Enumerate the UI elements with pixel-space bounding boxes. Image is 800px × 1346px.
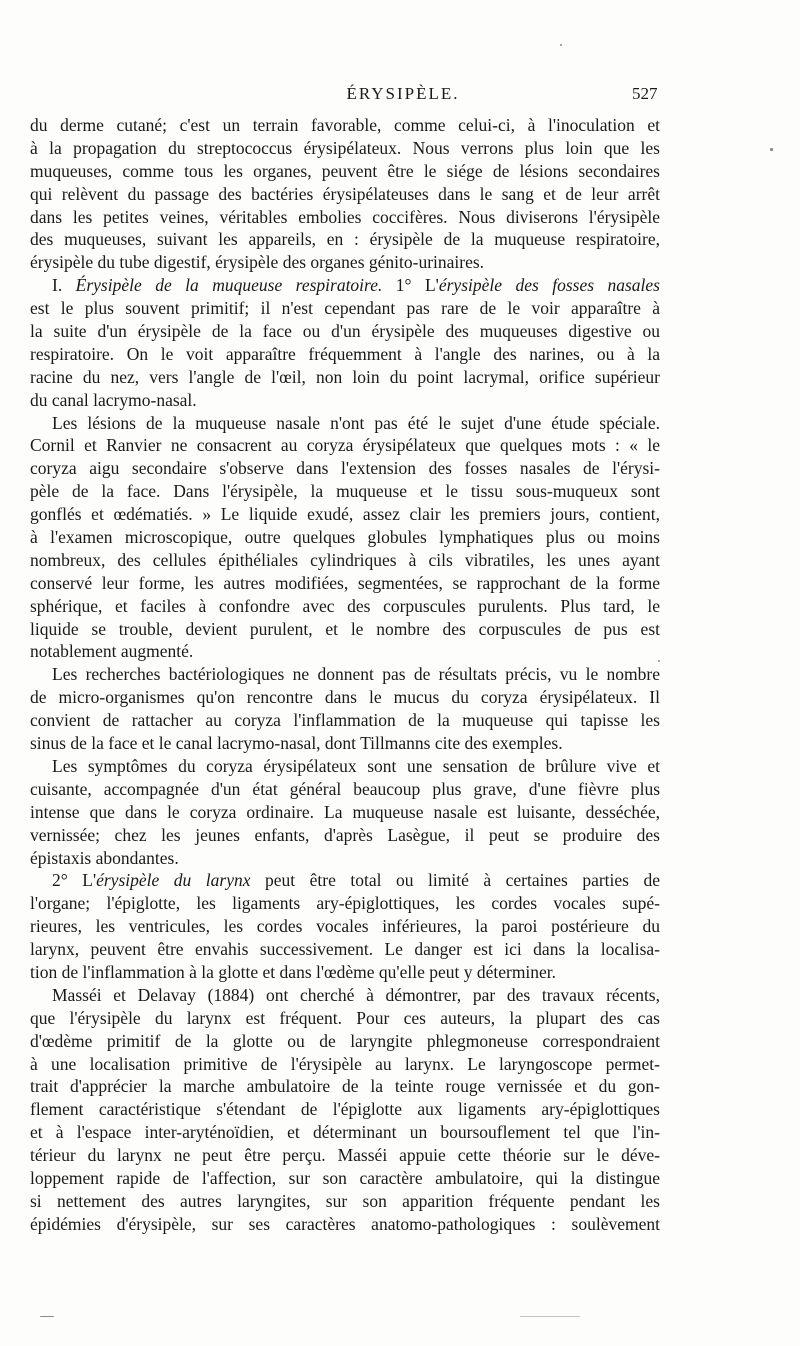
- page-number: 527: [632, 84, 658, 103]
- text-fragment: 1° L': [382, 275, 439, 296]
- text-fragment: Les recherches bactériologiques ne donnent pas de résultats précis, vu le nombre: [52, 664, 660, 685]
- text-fragment: coryza aigu secondaire s'observe dans l'extension des fosses nasales de l'érysi-: [30, 458, 660, 479]
- text-line: [30, 320, 660, 343]
- text-line: [30, 160, 660, 183]
- text-line: [30, 663, 660, 686]
- text-line: [30, 251, 660, 274]
- text-line: [30, 480, 660, 503]
- text-fragment: loppement rapide de l'affection, sur son caractère ambulatoire, qui la distingue: [30, 1167, 660, 1188]
- text-line: [30, 709, 660, 732]
- text-line: [30, 778, 660, 801]
- text-line: [30, 572, 660, 595]
- text-line: [30, 938, 660, 961]
- text-fragment: est le plus souvent primitif; il n'est cependant pas rare de le voir apparaître à: [30, 298, 660, 319]
- scan-speck: [770, 148, 773, 151]
- text-fragment: sphérique, et faciles à confondre avec des corpuscules purulents. Plus tard, le: [30, 595, 660, 616]
- text-line: [30, 961, 660, 984]
- text-fragment: qui relèvent du passage des bactéries érysipélateuses dans le sang et de leur arrêt: [30, 183, 660, 204]
- text-line: [30, 228, 660, 251]
- text-line: [30, 869, 660, 892]
- italic-text: érysipèle du larynx: [96, 870, 251, 891]
- text-line: [30, 640, 660, 663]
- text-fragment: dans les petites veines, véritables embolies coccifères. Nous diviserons l'érysipèle: [30, 206, 660, 227]
- italic-text: érysipèle des fosses nasales: [438, 275, 660, 296]
- text-fragment: épistaxis abondantes.: [30, 847, 179, 868]
- text-line: [30, 1190, 660, 1213]
- text-fragment: tion de l'inflammation à la glotte et dans l'œdème qu'elle peut y déterminer.: [30, 961, 557, 982]
- text-fragment: à une localisation primitive de l'érysipèle au larynx. Le laryngoscope permet-: [30, 1053, 660, 1074]
- text-line: [30, 389, 660, 412]
- text-line: [30, 1213, 660, 1236]
- scan-speck: [520, 1316, 580, 1317]
- text-line: [30, 206, 660, 229]
- text-fragment: la suite d'un érysipèle de la face ou d'un érysipèle des muqueuses digestive ou: [30, 321, 660, 342]
- text-fragment: trait d'apprécier la marche ambulatoire de la teinte rouge vernissée et du gon-: [30, 1076, 660, 1097]
- text-fragment: peut être total ou limité à certaines parties de: [250, 870, 661, 891]
- text-fragment: l'organe; l'épiglotte, les ligaments ary-épiglottiques, les cordes vocales supé-: [30, 893, 660, 914]
- text-fragment: Masséi et Delavay (1884) ont cherché à démontrer, par des travaux récents,: [52, 984, 660, 1005]
- text-line: [30, 824, 660, 847]
- text-line: [30, 755, 660, 778]
- text-fragment: respiratoire. On le voit apparaître fréquemment à l'angle des narines, ou à la: [30, 343, 660, 364]
- text-line: [30, 1007, 660, 1030]
- text-fragment: notablement augmenté.: [30, 641, 194, 662]
- text-fragment: gonflés et œdématiés. » Le liquide exudé, assez clair les premiers jours, contient,: [30, 504, 660, 525]
- text-line: [30, 847, 660, 870]
- text-fragment: rieures, les ventricules, les cordes vocales inférieures, la paroi postérieure du: [30, 916, 660, 937]
- text-fragment: conservé leur forme, les autres modifiées, segmentées, se rapprochant de la forme: [30, 572, 660, 593]
- text-line: [30, 618, 660, 641]
- text-fragment: muqueuses, comme tous les organes, peuvent être le siége de lésions secondaires: [30, 160, 660, 181]
- text-fragment: liquide se trouble, devient purulent, et le nombre des corpuscules de pus est: [30, 618, 660, 639]
- text-fragment: cuisante, accompagnée d'un état général beaucoup plus grave, d'une fièvre plus: [30, 778, 660, 799]
- text-fragment: si nettement des autres laryngites, sur son apparition fréquente pendant les: [30, 1190, 660, 1211]
- text-line: [30, 297, 660, 320]
- text-fragment: à la propagation du streptococcus érysipélateux. Nous verrons plus loin que les: [30, 137, 660, 158]
- scan-speck: [560, 44, 562, 46]
- body-text: [30, 114, 660, 1236]
- text-line: [30, 457, 660, 480]
- text-line: [30, 114, 660, 137]
- text-fragment: flement caractéristique s'étendant de l'épiglotte aux ligaments ary-épiglottiques: [30, 1099, 660, 1120]
- text-fragment: et à l'espace inter-aryténoïdien, et déterminant un boursouflement tel que l'in-: [30, 1122, 660, 1143]
- text-fragment: érysipèle du tube digestif, érysipèle des organes génito-urinaires.: [30, 252, 485, 273]
- text-line: [30, 1098, 660, 1121]
- text-line: [30, 526, 660, 549]
- scan-speck: [40, 1316, 54, 1317]
- text-fragment: intense que dans le coryza ordinaire. La muqueuse nasale est luisante, desséchée,: [30, 801, 660, 822]
- page-header: [0, 84, 800, 108]
- text-fragment: I.: [52, 275, 76, 296]
- text-fragment: 2° L': [52, 870, 97, 891]
- text-fragment: convient de rattacher au coryza l'inflammation de la muqueuse qui tapisse les: [30, 710, 660, 731]
- text-line: [30, 892, 660, 915]
- text-fragment: du derme cutané; c'est un terrain favorable, comme celui-ci, à l'inoculation et: [30, 115, 660, 135]
- text-line: [30, 732, 660, 755]
- text-fragment: pèle de la face. Dans l'érysipèle, la muqueuse et le tissu sous-muqueux sont: [30, 481, 660, 502]
- text-line: [30, 1030, 660, 1053]
- scan-speck: [658, 660, 660, 662]
- text-line: [30, 984, 660, 1007]
- text-line: [30, 366, 660, 389]
- italic-text: Érysipèle de la muqueuse respiratoire.: [75, 275, 383, 296]
- text-fragment: Cornil et Ranvier ne consacrent au coryza érysipélateux que quelques mots : « le: [30, 435, 660, 456]
- text-fragment: à l'examen microscopique, outre quelques globules lymphatiques plus ou moins: [30, 527, 660, 548]
- text-line: [30, 595, 660, 618]
- text-fragment: sinus de la face et le canal lacrymo-nasal, dont Tillmanns cite des exemples.: [30, 733, 563, 754]
- text-line: [30, 137, 660, 160]
- text-fragment: larynx, peuvent être envahis successivement. Le danger est ici dans la localisa-: [30, 939, 660, 960]
- running-title: ÉRYSIPÈLE.: [346, 84, 460, 103]
- text-fragment: épidémies d'érysipèle, sur ses caractères anatomo-pathologiques : soulèvement: [30, 1213, 660, 1234]
- text-line: [30, 1144, 660, 1167]
- text-fragment: Les symptômes du coryza érysipélateux sont une sensation de brûlure vive et: [52, 755, 660, 776]
- text-fragment: des muqueuses, suivant les appareils, en : érysipèle de la muqueuse respiratoire,: [30, 229, 660, 250]
- text-line: [30, 549, 660, 572]
- text-line: [30, 412, 660, 435]
- text-line: [30, 274, 660, 297]
- text-line: [30, 801, 660, 824]
- text-line: [30, 1053, 660, 1076]
- text-line: [30, 1121, 660, 1144]
- text-fragment: térieur du larynx ne peut être perçu. Masséi appuie cette théorie sur le déve-: [30, 1145, 660, 1166]
- text-line: [30, 915, 660, 938]
- text-line: [30, 503, 660, 526]
- text-fragment: du canal lacrymo-nasal.: [30, 389, 197, 410]
- text-fragment: Les lésions de la muqueuse nasale n'ont pas été le sujet d'une étude spéciale.: [52, 412, 660, 433]
- text-line: [30, 1167, 660, 1190]
- text-line: [30, 183, 660, 206]
- text-line: [30, 434, 660, 457]
- text-fragment: que l'érysipèle du larynx est fréquent. Pour ces auteurs, la plupart des cas: [30, 1007, 660, 1028]
- text-line: [30, 343, 660, 366]
- text-line: [30, 686, 660, 709]
- text-fragment: vernissée; chez les jeunes enfants, d'après Lasègue, il peut se produire des: [30, 824, 660, 845]
- text-fragment: de micro-organismes qu'on rencontre dans le mucus du coryza érysipélateux. Il: [30, 687, 660, 708]
- text-fragment: nombreux, des cellules épithéliales cylindriques à cils vibratiles, les unes ayant: [30, 549, 660, 570]
- text-fragment: racine du nez, vers l'angle de l'œil, non loin du point lacrymal, orifice supérieur: [30, 366, 660, 387]
- text-line: [30, 1075, 660, 1098]
- text-fragment: d'œdème primitif de la glotte ou de laryngite phlegmoneuse correspondraient: [30, 1030, 660, 1051]
